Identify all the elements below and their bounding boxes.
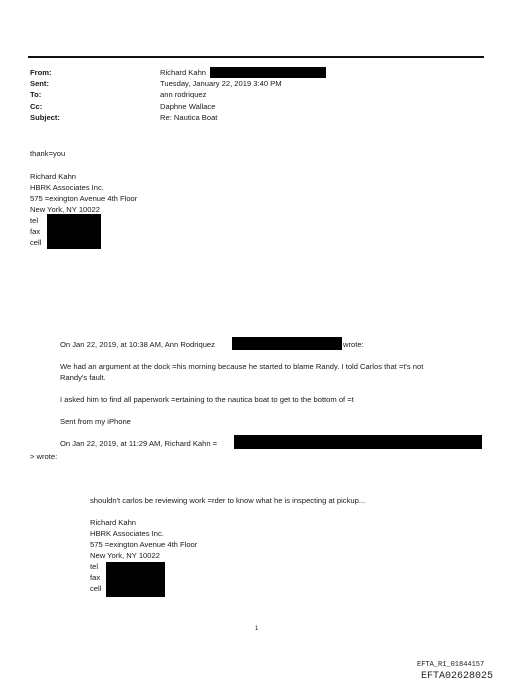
subject-label: Subject: bbox=[30, 113, 60, 122]
quote1-sent-from: Sent from my iPhone bbox=[60, 417, 131, 426]
sent-value: Tuesday, January 22, 2019 3:40 PM bbox=[160, 79, 282, 88]
redaction-box bbox=[47, 214, 101, 249]
quote2-wrote: > wrote: bbox=[30, 452, 58, 461]
quote1-paragraph2: I asked him to find all paperwork =ertaining to the nautica boat to get to the bottom of =t bbox=[60, 395, 354, 404]
footer-id-primary: EFTA_R1_01844157 bbox=[417, 661, 485, 669]
quote1-intro: On Jan 22, 2019, at 10:38 AM, Ann Rodriquez bbox=[60, 340, 215, 349]
signature-address: 575 =exington Avenue 4th Floor bbox=[30, 194, 138, 203]
from-label: From: bbox=[30, 68, 52, 77]
signature-fax: fax bbox=[30, 227, 41, 236]
redaction-box bbox=[232, 337, 342, 350]
header-rule bbox=[28, 56, 484, 58]
subject-value: Re: Nautica Boat bbox=[160, 113, 218, 122]
quote2-intro: On Jan 22, 2019, at 11:29 AM, Richard Kahn = bbox=[60, 439, 218, 448]
quote1-paragraph-line1: We had an argument at the dock =his morning because he started to blame Randy. I told Carlos that =t's not bbox=[60, 362, 424, 371]
footer-id-secondary: EFTA02628025 bbox=[421, 671, 494, 682]
signature-tel: tel bbox=[30, 216, 39, 225]
signature-company: HBRK Associates Inc. bbox=[30, 183, 104, 192]
signature-name: Richard Kahn bbox=[30, 172, 77, 181]
quote2-text: shouldn't carlos be reviewing work =rder to know what he is inspecting at pickup... bbox=[90, 496, 366, 505]
to-value: ann rodriquez bbox=[160, 90, 207, 99]
quote1-wrote: wrote: bbox=[343, 340, 364, 349]
signature-cell: cell bbox=[30, 238, 42, 247]
redaction-box bbox=[234, 435, 482, 449]
redaction-box bbox=[210, 67, 326, 78]
to-label: To: bbox=[30, 90, 42, 99]
signature-city: New York, NY 10022 bbox=[30, 205, 100, 214]
quote1-paragraph-line2: Randy's fault. bbox=[60, 373, 106, 382]
signature2-company: HBRK Associates Inc. bbox=[90, 529, 164, 538]
signature2-fax: fax bbox=[90, 573, 101, 582]
page-number: 1 bbox=[255, 626, 259, 632]
signature2-address: 575 =exington Avenue 4th Floor bbox=[90, 540, 198, 549]
signature2-cell: cell bbox=[90, 584, 102, 593]
redaction-box bbox=[106, 562, 165, 597]
cc-value: Daphne Wallace bbox=[160, 102, 216, 111]
greeting-text: thank=you bbox=[30, 149, 66, 158]
signature2-city: New York, NY 10022 bbox=[90, 551, 160, 560]
signature2-tel: tel bbox=[90, 562, 99, 571]
cc-label: Cc: bbox=[30, 102, 43, 111]
from-value: Richard Kahn bbox=[160, 68, 207, 77]
sent-label: Sent: bbox=[30, 79, 49, 88]
signature2-name: Richard Kahn bbox=[90, 518, 137, 527]
